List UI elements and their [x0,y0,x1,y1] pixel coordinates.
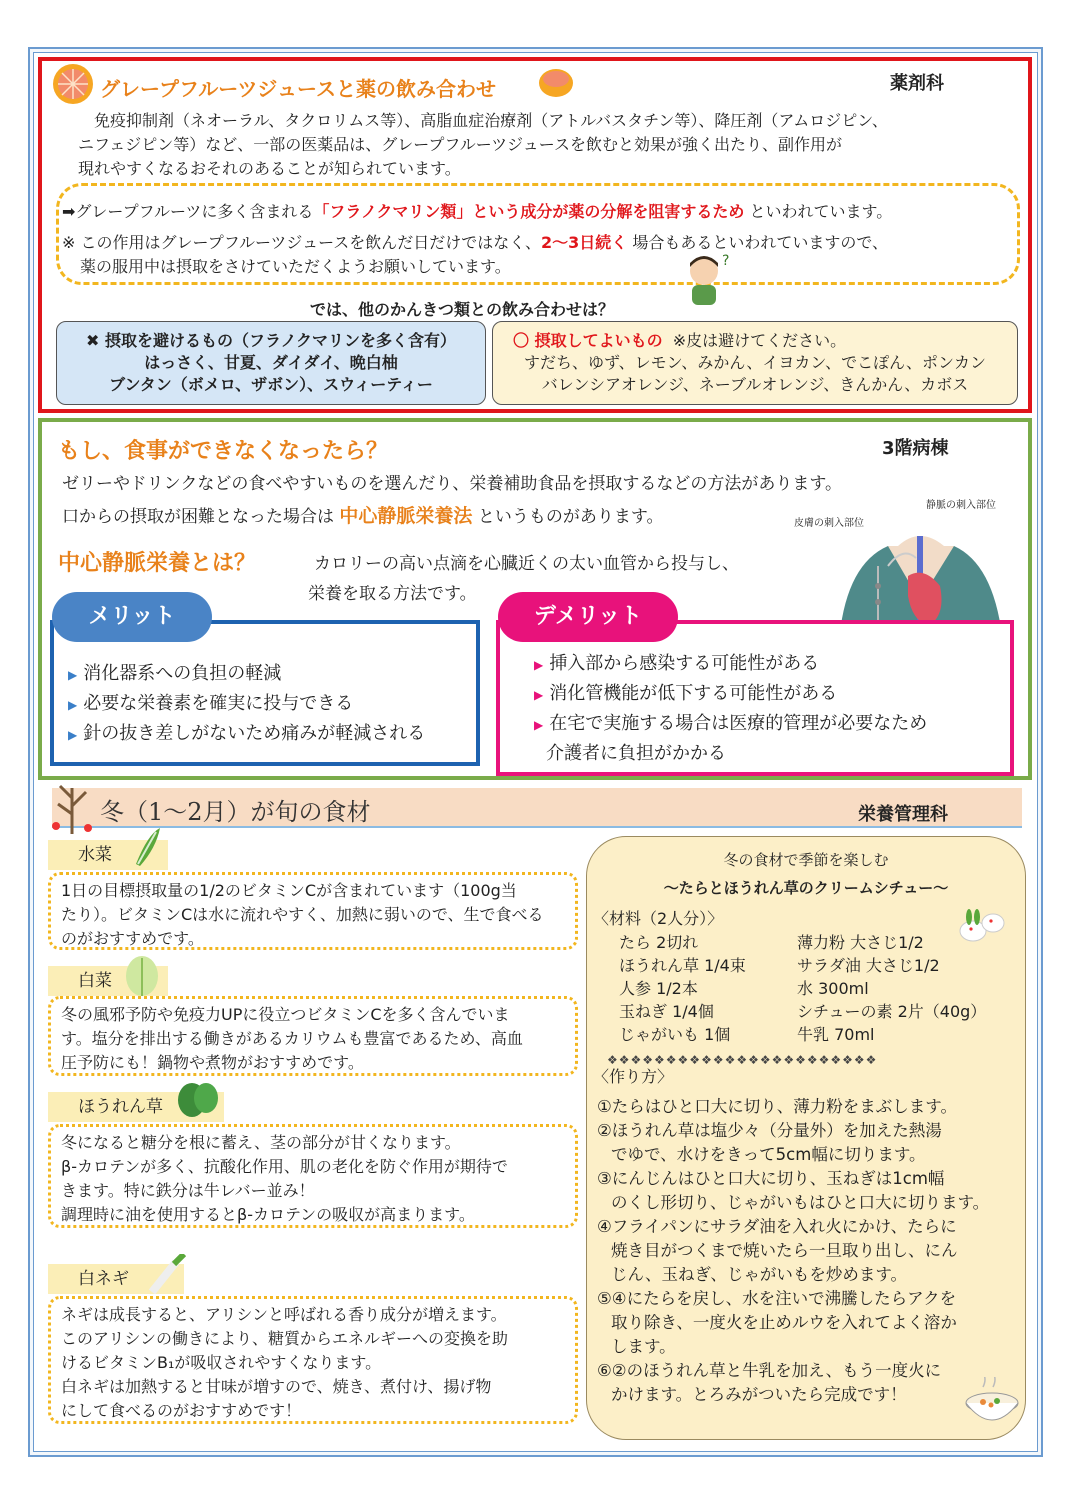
merit-item-2: ▶ 必要な栄養素を確実に投与できる [68,693,354,714]
note2-highlight: 2～3日続く [540,233,628,252]
merit-item-3: ▶ 針の抜き差しがないため痛みが軽減される [68,723,426,744]
note1-pre: ➡グレープフルーツに多く含まれる [62,202,314,221]
mat-left-5: じゃがいも 1個 [619,1025,731,1044]
spinach-icon [176,1080,220,1120]
ok-box [492,321,1018,405]
step-3-line-1: ③にんじんはひと口大に切り、玉ねぎは1cm幅 [597,1169,945,1188]
avoid-item-2: ブンタン（ボメロ、ザボン）、スウィーティー [109,375,433,394]
step-4-line-2: 焼き目がつくまで焼いたら一旦取り出し、にん [611,1241,958,1260]
snow-rabbit-icon [957,901,1007,945]
step-6 [597,1359,1007,1407]
veg-tag-spinach: ほうれん草 [48,1092,224,1122]
mat-right-3: 水 300ml [797,979,869,998]
merit-text-1: 消化器系への負担の軽減 [83,663,282,684]
mat-left-2: ほうれん草 1/4束 [619,956,746,975]
note2-post: 場合もあるといわれていますので、 [632,233,889,252]
step-3 [597,1167,1007,1215]
step-1 [597,1095,1007,1119]
mizuna-line-3: のがおすすめです。 [61,929,204,948]
stew-bowl-icon [963,1377,1021,1433]
veg-box-spinach [48,1124,578,1228]
step-2-line-1: ②ほうれん草は塩少々（分量外）を加えた熱湯 [597,1121,942,1140]
negi-line-5: にして食べるのがおすすめです！ [61,1401,302,1420]
recipe-name: ～たらとほうれん草のクリームシチュー～ [663,879,949,897]
veg-box-mizuna [48,872,578,950]
hakusai-line-1: 冬の風邪予防や免疫力UPに役立つビタミンCを多く含んでいま [61,1005,510,1024]
ok-head: 〇 摂取してよいもの [513,331,663,350]
merit-text-2: 必要な栄養素を確実に投与できる [83,693,354,714]
tpn-title: 中心静脈栄養とは？ [58,551,257,576]
line2-pre: 口からの摂取が困難となった場合は [62,507,334,527]
hakusai-icon [122,954,162,998]
fig-label-skin: 皮膚の刺入部位 [794,518,864,529]
mat-right-4: シチューの素 2片（40g） [797,1002,987,1021]
step-6-line-1: ⑥②のほうれん草と牛乳を加え、もう一度火に [597,1361,942,1380]
hakusai-line-3: 圧予防にも！鍋物や煮物がおすすめです。 [61,1053,364,1072]
thinking-man-icon [682,251,734,307]
intro-line-2: ニフェジピン等）など、一部の医薬品は、グレープフルーツジュースを飲むと効果が強く出たり、副作用が [78,135,843,154]
step-4 [597,1215,1007,1287]
avoid-box [56,321,486,405]
note1-highlight: 「フラノクマリン類」という成分が薬の分解を阻害するため [313,202,745,221]
materials-left [619,931,746,1046]
demerit-item-3: ▶ 在宅で実施する場合は医療的管理が必要なため [534,713,928,734]
fig-label-vein: 静脈の刺入部位 [926,500,996,511]
avoid-item-1: はっさく、甘夏、ダイダイ、晩白柚 [144,353,398,372]
mizuna-line-2: たり）。ビタミンCは水に流れやすく、加熱に弱いので、生で食べる [61,905,544,924]
negi-icon [146,1254,186,1294]
mizuna-icon [130,824,166,868]
spinach-line-2: β-カロテンが多く、抗酸化作用、肌の老化を防ぐ作用が期待で [61,1157,508,1176]
avoid-head: ✖ 摂取を避けるもの（フラノクマリンを多く含有） [85,331,457,350]
mat-right-2: サラダ油 大さじ1/2 [797,956,940,975]
step-5-line-2: 取り除き、一度火を止めルウを入れてよく溶か [611,1313,957,1332]
demerit-label: デメリット [498,592,678,642]
step-6-line-2: かけます。とろみがついたら完成です！ [611,1385,907,1404]
winter-tree-icon [48,778,96,834]
veg-tag-hakusai: 白菜 [48,966,168,996]
negi-line-2: このアリシンの働きにより、糖質からエネルギーへの変換を助 [61,1329,508,1348]
svg-text:?: ? [722,253,730,269]
step-3-line-2: のくし形切り、じゃがいもはひと口大に切ります。 [611,1193,990,1212]
winter-title: 冬（1～2月）が旬の食材 [100,798,371,826]
demerit-text-2: 消化管機能が低下する可能性がある [549,683,838,704]
recipe-head: 冬の食材で季節を楽しむ [723,851,889,869]
demerit-text-1: 挿入部から感染する可能性がある [549,653,820,674]
materials-right [797,931,986,1046]
ok-item-1: すだち、ゆず、レモン、みかん、イヨカン、でこぽん、ポンカン [523,353,987,372]
note-line-2 [62,231,888,255]
step-5-line-1: ⑤④にたらを戻し、水を注いで沸騰したらアクを [597,1289,957,1308]
veg-box-negi [48,1296,578,1424]
step-2-line-2: でゆで、水けをきって5cm幅に切ります。 [611,1145,926,1164]
mizuna-line-1: 1日の目標摂取量の1/2のビタミンCが含まれています（100g当 [61,881,517,900]
ok-note: ※皮は避けてください。 [672,331,847,350]
mat-left-3: 人参 1/2本 [619,979,698,998]
step-5-line-3: します。 [611,1337,676,1356]
spinach-line-3: きます。特に鉄分は牛レバー並み！ [61,1181,315,1200]
mat-right-1: 薄力粉 大さじ1/2 [797,933,924,952]
merit-text-3: 針の抜き差しがないため痛みが軽減される [83,723,426,744]
note-line-3: 薬の服用中は摂取をさけていただくようお願いしています。 [80,257,511,276]
step-2 [597,1119,1007,1167]
note-line-1 [62,200,892,224]
spinach-line-4: 調理時に油を使用するとβ-カロテンの吸収が高まります。 [61,1205,475,1224]
veg-tag-mizuna: 水菜 [48,840,168,870]
intro-line-3: 現れやすくなるおそれのあることが知られています。 [78,159,461,178]
line2-highlight: 中心静脈栄養法 [339,505,473,527]
ok-item-2: バレンシアオレンジ、ネーブルオレンジ、きんかん、カボス [541,375,969,394]
juice-glass-icon [536,65,576,101]
demerit-box [496,620,1014,776]
spinach-line-1: 冬になると糖分を根に蓄え、茎の部分が甘くなります。 [61,1133,461,1152]
step-4-line-1: ④フライパンにサラダ油を入れ火にかけ、たらに [597,1217,957,1236]
meal-line-2 [62,504,663,529]
veg-tag-negi: 白ネギ [48,1264,184,1294]
meal-line-1: ゼリーやドリンクなどの食べやすいものを選んだり、栄養補助食品を摂取するなどの方法があります。 [62,474,842,494]
note1-post: といわれています。 [749,202,893,221]
step-1-line-1: ①たらはひと口大に切り、薄力粉をまぶします。 [597,1097,957,1116]
hakusai-line-2: す。塩分を排出する働きがあるカリウムも豊富であるため、高血 [61,1029,523,1048]
grapefruit-icon [50,61,96,107]
dept-pharmacy: 薬剤科 [890,73,944,94]
mat-right-5: 牛乳 70ml [797,1025,875,1044]
step-5 [597,1287,1007,1359]
demerit-item-1: ▶ 挿入部から感染する可能性がある [534,653,820,674]
step-4-line-3: じん、玉ねぎ、じゃがいもを炒めます。 [611,1265,908,1284]
winter-section [38,784,1032,1448]
mat-left-1: たら 2切れ [619,933,699,952]
dept-ward: 3階病棟 [882,438,949,459]
merit-label: メリット [52,592,212,642]
dept-nutrition: 栄養管理科 [858,804,948,825]
merit-item-1: ▶ 消化器系への負担の軽減 [68,663,282,684]
recipe-card [586,836,1026,1440]
negi-line-4: 白ネギは加熱すると甘味が増すので、焼き、煮付け、揚げ物 [61,1377,492,1396]
demerit-item-2: ▶ 消化管機能が低下する可能性がある [534,683,838,704]
meal-title: もし、食事ができなくなったら？ [58,439,389,464]
tpn-desc-1: カロリーの高い点滴を心臓近くの太い血管から投与し、 [314,554,739,574]
veg-box-hakusai [48,996,578,1076]
mat-left-4: 玉ねぎ 1/4個 [619,1002,714,1021]
materials-head: 〈材料（2人分）〉 [593,909,724,928]
recipe-divider: ❖❖❖❖❖❖❖❖❖❖❖❖❖❖❖❖❖❖❖❖❖❖❖ [607,1053,878,1067]
note2-pre: ※ この作用はグレープフルーツジュースを飲んだ日だけではなく、 [62,233,541,252]
nutrition-section [38,418,1032,780]
negi-line-3: けるビタミンB₁が吸収されやすくなります。 [61,1353,382,1372]
tpn-desc-2: 栄養を取る方法です。 [308,584,477,604]
negi-line-1: ネギは成長すると、アリシンと呼ばれる香り成分が増えます。 [61,1305,507,1324]
intro-line-1: 免疫抑制剤（ネオーラル、タクロリムス等）、高脂血症治療剤（アトルバスタチン等）、降圧剤（アムロジピン、 [94,111,888,130]
grapefruit-title: グレープフルーツジュースと薬の飲み合わせ [100,77,496,101]
question-text: では、他のかんきつ類との飲み合わせは？ [310,300,615,319]
how-head: 〈作り方〉 [593,1067,674,1086]
demerit-text-3: 在宅で実施する場合は医療的管理が必要なため [549,713,928,734]
grapefruit-section [38,57,1032,413]
line2-post: というものがあります。 [477,507,664,527]
demerit-cont: 介護者に負担がかかる [546,743,726,764]
